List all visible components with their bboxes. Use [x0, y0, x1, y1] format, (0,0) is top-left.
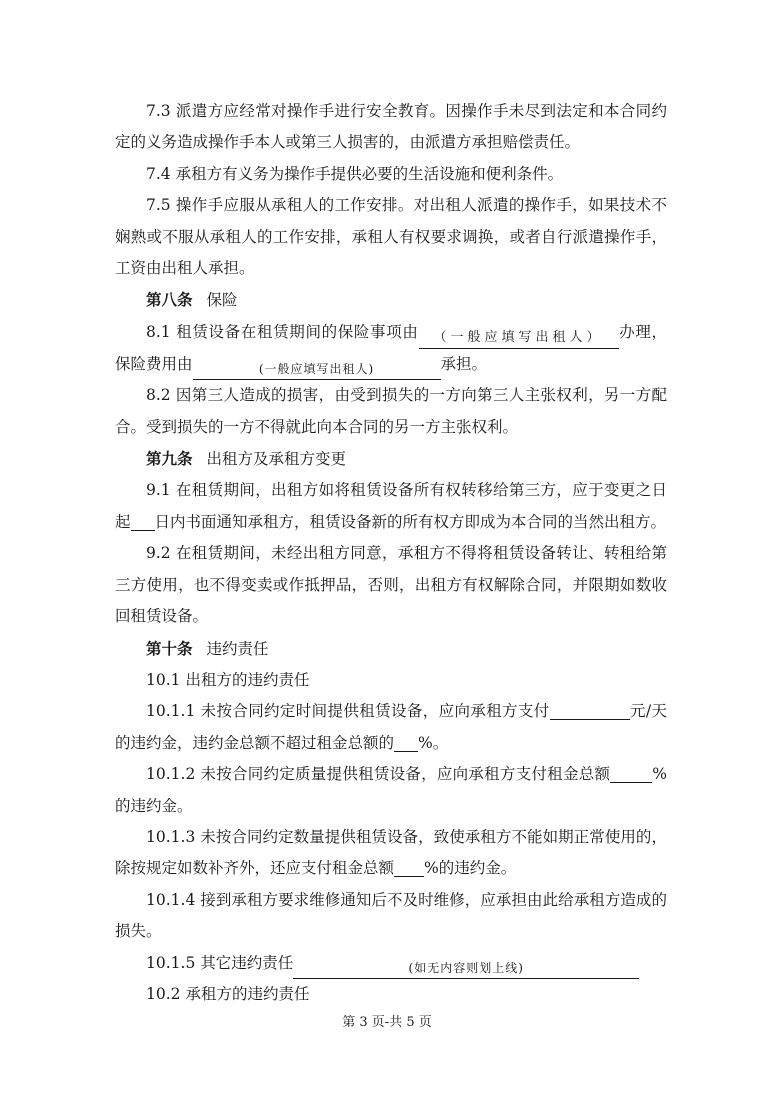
- article-10-heading: [115, 633, 667, 665]
- clause-text: %的违约金。: [115, 765, 667, 815]
- clause-10-1-1: [115, 696, 667, 759]
- clause-text: 10.1.2 未按合同约定质量提供租赁设备，应向承租方支付租金总额: [146, 765, 611, 784]
- clause-7-5: 7.5 操作手应服从承租人的工作安排。对出租人派遣的操作手，如果技术不娴熟或不服从承租人的工作安排，承租人有权要求调换，或者自行派遣操作手，工资由出租人承担。: [115, 196, 667, 278]
- article-9-heading: [115, 443, 667, 475]
- article-number: 第十条: [146, 638, 193, 658]
- clause-7-4: 7.4 承租方有义务为操作手提供必要的生活设施和便利条件。: [146, 164, 564, 183]
- clause-text: 10.1.3 未按合同约定数量提供租赁设备，致使承租方不能如期正常使用的，除按规定如数补齐外，还应支付租金总额: [115, 827, 667, 878]
- clause-text: %的违约金。: [424, 859, 517, 878]
- clause-text: 9.1 在租赁期间，出租方如将租赁设备所有权转移给第三方，应于变更之日起: [115, 481, 667, 531]
- fill-blank-quantity-penalty[interactable]: [394, 856, 424, 877]
- clause-text: 10.1.5 其它违约责任: [146, 953, 294, 972]
- fill-blank-insurer[interactable]: （一般应填写出租人）: [419, 328, 619, 349]
- page-number-footer: 第 3 页-共 5 页: [342, 1015, 432, 1030]
- article-title: 出租方及承租方变更: [206, 450, 347, 469]
- clause-text: %。: [418, 733, 449, 752]
- clause-text: 8.1 租赁设备在租赁期间的保险事项由: [146, 322, 419, 341]
- fill-blank-other-liability[interactable]: (如无内容则划上线): [293, 958, 639, 979]
- article-title: 违约责任: [206, 639, 269, 658]
- clause-10-2: 10.2 承租方的违约责任: [146, 984, 310, 1003]
- article-title: 保险: [206, 291, 238, 310]
- clause-10-1-3: [115, 822, 667, 885]
- clause-8-2: 8.2 因第三人造成的损害，由受到损失的一方向第三人主张权利，另一方配合。受到损失的一方不得就此向本合同的另一方主张权利。: [115, 386, 667, 436]
- page-body: [115, 96, 667, 1010]
- clause-text: 日内书面通知承租方，租赁设备新的所有权方即成为本合同的当然出租方。: [154, 512, 667, 531]
- clause-10-1: 10.1 出租方的违约责任: [146, 670, 310, 689]
- clause-10-1-4: 10.1.4 接到承租方要求维修通知后不及时维修，应承担由此给承租方造成的损失。: [115, 890, 667, 941]
- clause-7-3: 7.3 派遣方应经常对操作手进行安全教育。因操作手未尽到法定和本合同约定的义务造成操作手本人或第三人损害的，由派遣方承担赔偿责任。: [115, 102, 667, 152]
- fill-blank-quality-penalty[interactable]: [610, 762, 652, 783]
- fill-blank-daily-penalty[interactable]: [550, 699, 630, 720]
- clause-9-2: 9.2 在租赁期间，未经出租方同意，承租方不得将租赁设备转让、转租给第三方使用，也不得变卖或作抵押品，否则，出租方有权解除合同，并限期如数收回租赁设备。: [115, 544, 667, 626]
- clause-9-1: [115, 475, 667, 538]
- clause-text: 承担。: [440, 354, 488, 373]
- fill-blank-premium-payer[interactable]: (一般应填写出租人): [193, 359, 441, 380]
- article-number: 第九条: [146, 449, 193, 469]
- clause-text: 元/天的违约金，违约金总额不超过租金总额的: [115, 702, 667, 752]
- fill-blank-days[interactable]: [131, 510, 155, 531]
- clause-10-1-5: [115, 948, 667, 979]
- clause-8-1: [115, 317, 667, 380]
- article-number: 第八条: [146, 290, 193, 310]
- fill-blank-penalty-cap[interactable]: [394, 731, 418, 752]
- clause-text: 办理，保险费用由: [115, 322, 667, 373]
- clause-text: 10.1.1 未按合同约定时间提供租赁设备，应向承租方支付: [146, 702, 550, 721]
- article-8-heading: [115, 284, 667, 316]
- clause-10-1-2: [115, 759, 667, 822]
